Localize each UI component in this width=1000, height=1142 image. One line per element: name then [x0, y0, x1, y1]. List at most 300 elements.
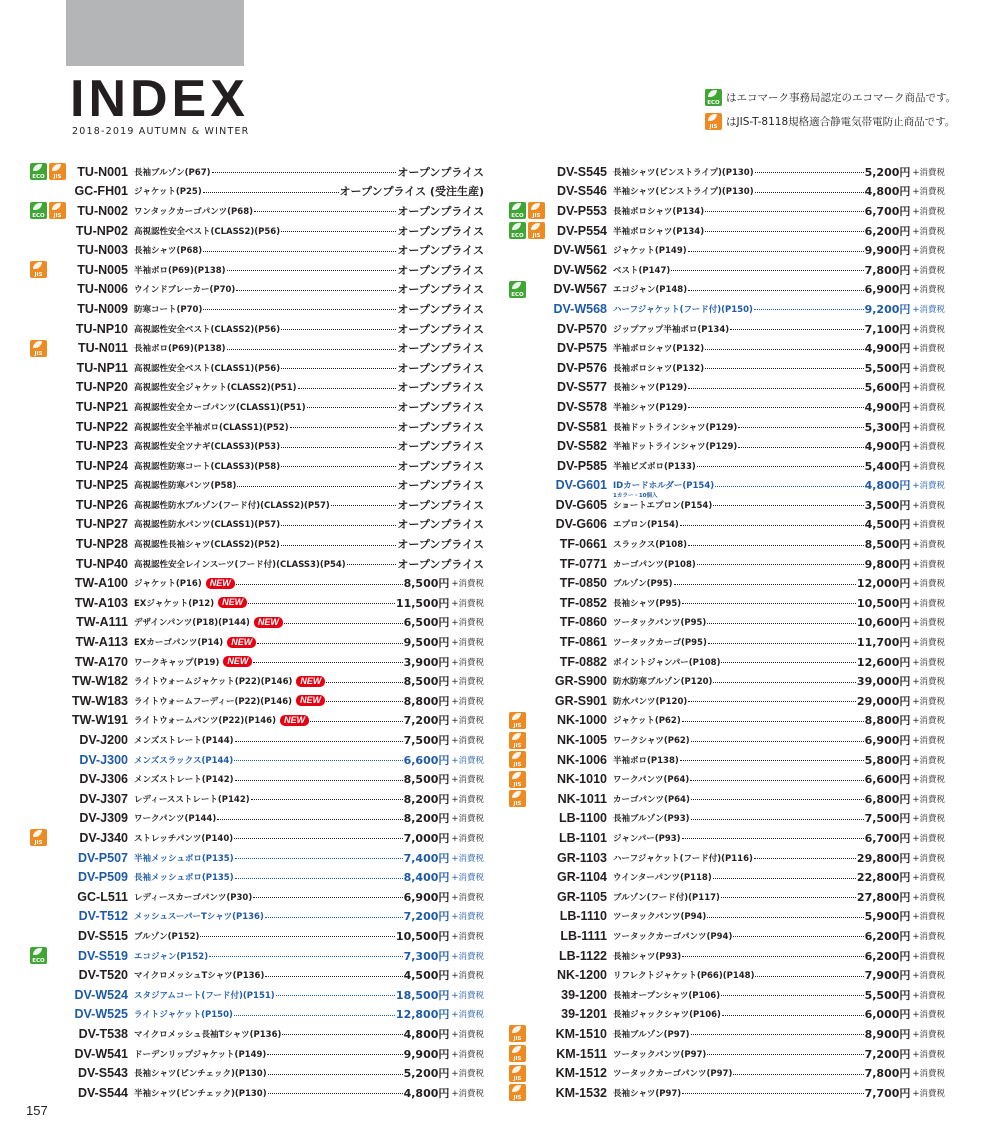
dot-leader [203, 192, 339, 193]
index-row [30, 965, 484, 985]
product-code: DV-J200 [79, 733, 128, 748]
product-price: オープンプライス [397, 224, 484, 238]
dot-leader [257, 643, 402, 644]
index-row [30, 907, 484, 927]
row-icons [509, 732, 531, 749]
index-row [30, 319, 484, 339]
index-row [509, 338, 945, 358]
product-price: オープンプライス [397, 263, 484, 277]
index-row [30, 162, 484, 182]
index-row [509, 711, 945, 731]
product-name: 長袖ブルゾン(P97) [613, 1029, 690, 1040]
product-code: DV-S543 [77, 1066, 128, 1081]
tax-label: +消費税 [912, 1049, 945, 1060]
tax-label: +消費税 [912, 873, 945, 884]
index-row [30, 828, 484, 848]
product-price: 4,500円 [864, 518, 911, 532]
product-code: DV-S545 [556, 164, 607, 179]
tax-label: +消費税 [451, 677, 484, 688]
index-row [509, 515, 945, 535]
product-code: DV-S546 [556, 184, 607, 199]
product-name: EXカーゴパンツ(P14) [134, 638, 224, 649]
tax-label: +消費税 [912, 559, 945, 570]
tax-label: +消費税 [451, 873, 484, 884]
product-code: TU-N005 [77, 262, 128, 277]
product-name: 高視認性防水ブルゾン(フード付)(CLASS2)(P57) [134, 500, 330, 511]
product-name: ツータックパンツ(P97) [613, 1049, 707, 1060]
tax-label: +消費税 [912, 579, 945, 590]
product-name: 半袖ポロ(P69)(P138) [134, 265, 226, 276]
jis-mark-icon: JIS [30, 261, 47, 278]
tax-label: +消費税 [912, 736, 945, 747]
product-code: DV-W562 [553, 262, 607, 277]
index-row [509, 573, 945, 593]
product-name: ツータックパンツ(P94) [613, 912, 707, 923]
product-code: GC-FH01 [74, 184, 128, 199]
eco-mark-icon: ECO [30, 947, 47, 964]
product-name: ブルゾン(フード付)(P117) [613, 892, 720, 903]
index-row [30, 652, 484, 672]
product-price: オープンプライス (受注生産) [339, 185, 484, 199]
product-price: 7,800円 [864, 263, 911, 277]
dot-leader [237, 486, 396, 487]
index-row [509, 1044, 945, 1064]
product-code: TW-A100 [74, 576, 128, 591]
tax-label: +消費税 [912, 794, 945, 805]
index-row [509, 593, 945, 613]
product-code: LB-1110 [559, 909, 607, 924]
product-price: オープンプライス [397, 479, 484, 493]
dot-leader [281, 447, 396, 448]
product-price: 4,800円 [403, 1027, 450, 1041]
product-code: LB-1111 [560, 928, 607, 943]
dot-leader [234, 1015, 395, 1016]
product-code: TF-0861 [559, 635, 607, 650]
product-code: TU-NP11 [76, 360, 128, 375]
product-price: 8,200円 [403, 792, 450, 806]
tax-label: +消費税 [451, 618, 484, 629]
product-name: 長袖シャツ(P97) [613, 1088, 682, 1099]
product-price: 4,800円 [403, 1086, 450, 1100]
tax-label: +消費税 [451, 736, 484, 747]
product-price: 4,500円 [403, 969, 450, 983]
index-row [30, 436, 484, 456]
dot-leader [713, 878, 856, 879]
product-code: DV-J306 [79, 772, 128, 787]
product-name: 長袖シャツ(P93) [613, 951, 682, 962]
product-code: DV-W525 [74, 1007, 128, 1022]
row-icons [30, 947, 68, 964]
product-name: 長袖シャツ(ピンストライプ)(P130) [613, 167, 754, 178]
new-badge: NEW [218, 597, 247, 608]
dot-leader [713, 682, 856, 683]
tax-label: +消費税 [912, 481, 945, 492]
jis-mark-icon: JIS [509, 751, 526, 768]
tax-label: +消費税 [912, 951, 945, 962]
product-price: オープンプライス [397, 459, 484, 473]
product-name: リフレクトジャケット(P66)(P148) [613, 971, 755, 982]
product-code: DV-S582 [556, 439, 607, 454]
product-code: TF-0771 [559, 556, 607, 571]
product-name: 半袖シャツ(ピンチェック)(P130) [134, 1088, 267, 1099]
product-price: 10,600円 [856, 616, 911, 630]
index-row [30, 182, 484, 202]
product-code: TU-NP20 [75, 380, 128, 395]
product-code: DV-S578 [556, 399, 607, 414]
product-code: DV-P570 [556, 321, 607, 336]
tax-label: +消費税 [451, 1069, 484, 1080]
product-price: 5,200円 [403, 1067, 450, 1081]
product-name: 長袖シャツ(P129) [613, 383, 688, 394]
product-price: 5,600円 [864, 381, 911, 395]
product-price: オープンプライス [397, 244, 484, 258]
dot-leader [298, 388, 397, 389]
product-name: 高視認性安全半袖ポロ(CLASS1)(P52) [134, 422, 289, 433]
tax-label: +消費税 [451, 696, 484, 707]
product-price: 8,400円 [403, 871, 450, 885]
product-name: 高視認性安全ベスト(CLASS2)(P56) [134, 324, 281, 335]
tax-label: +消費税 [451, 598, 484, 609]
index-row [509, 907, 945, 927]
product-name: ジャンパー(P93) [613, 833, 681, 844]
product-code: DV-T520 [78, 968, 128, 983]
tax-label: +消費税 [912, 931, 945, 942]
jis-mark-icon: JIS [49, 163, 66, 180]
tax-label: +消費税 [451, 794, 484, 805]
tax-label: +消費税 [451, 1088, 484, 1099]
index-row [509, 436, 945, 456]
index-row [30, 750, 484, 770]
product-code: NK-1200 [556, 968, 607, 983]
index-row [509, 671, 945, 691]
product-name: EXジャケット(P12) [134, 598, 215, 609]
dot-leader [733, 1074, 863, 1075]
tax-label: +消費税 [912, 598, 945, 609]
dot-leader [697, 564, 864, 565]
dot-leader [688, 545, 864, 546]
dot-leader [326, 701, 403, 702]
product-code: KM-1511 [556, 1046, 607, 1061]
index-row [509, 1005, 945, 1025]
product-price: 8,200円 [403, 812, 450, 826]
product-name: カーゴパンツ(P108) [613, 559, 696, 570]
dot-leader [265, 917, 403, 918]
index-row [509, 730, 945, 750]
eco-mark-icon: ECO [705, 89, 722, 106]
dot-leader [284, 623, 403, 624]
product-price: 3,900円 [403, 655, 450, 669]
index-row [30, 240, 484, 260]
product-code: TW-A103 [74, 595, 128, 610]
product-name: メッシュスーパーTシャツ(P136) [134, 912, 264, 923]
row-icons [30, 261, 68, 278]
dot-leader [235, 741, 403, 742]
tax-label: +消費税 [451, 814, 484, 825]
index-row [30, 554, 484, 574]
index-row [509, 965, 945, 985]
row-icons [509, 1084, 531, 1101]
eco-mark-icon: ECO [30, 202, 47, 219]
product-price: オープンプライス [397, 302, 484, 316]
product-code: TU-N011 [77, 341, 128, 356]
index-row [30, 691, 484, 711]
product-name: 防水防寒ブルゾン(P120) [613, 677, 713, 688]
tax-label: +消費税 [912, 520, 945, 531]
product-price: オープンプライス [397, 204, 484, 218]
dot-leader [722, 1015, 864, 1016]
dot-leader [253, 662, 402, 663]
jis-mark-icon: JIS [509, 1045, 526, 1062]
product-code: 39-1201 [561, 1007, 607, 1022]
tax-label: +消費税 [912, 442, 945, 453]
index-row [30, 985, 484, 1005]
product-name: 高視認性安全レインスーツ(フード付)(CLASS3)(P54) [134, 559, 346, 570]
product-name: 長袖ブルゾン(P93) [613, 814, 690, 825]
product-price: 5,900円 [864, 910, 911, 924]
dot-leader [203, 309, 396, 310]
legend-eco [705, 88, 995, 106]
dot-leader [721, 662, 855, 663]
index-row [30, 495, 484, 515]
product-code: GR-1104 [556, 870, 607, 885]
product-name: ライトジャケット(P150) [134, 1010, 233, 1021]
row-icons [509, 790, 531, 807]
product-name: ワークパンツ(P64) [613, 775, 690, 786]
index-row [509, 456, 945, 476]
product-name: ライトウォームフーディー(P22)(P146) [134, 696, 293, 707]
product-price: 12,800円 [395, 1008, 450, 1022]
product-code: TU-N002 [77, 203, 128, 218]
product-price: 8,500円 [403, 577, 450, 591]
product-name: 長袖ポロ(P69)(P138) [134, 344, 226, 355]
index-row [509, 1083, 945, 1103]
product-price: 11,500円 [395, 596, 450, 610]
product-name: メンズストレート(P144) [134, 736, 234, 747]
product-name: マイクロメッシュTシャツ(P136) [134, 971, 265, 982]
product-price: 9,900円 [403, 1047, 450, 1061]
product-price: オープンプライス [397, 361, 484, 375]
index-row [509, 495, 945, 515]
product-name: ツータックカーゴパンツ(P94) [613, 931, 733, 942]
product-name: 高視認性防寒コート(CLASS3)(P58) [134, 461, 281, 472]
dot-leader [690, 780, 863, 781]
product-price: 7,000円 [403, 831, 450, 845]
product-code: DV-P575 [556, 341, 607, 356]
product-name: 長袖ブルゾン(P67) [134, 167, 211, 178]
dot-leader [688, 701, 856, 702]
index-column-left [30, 162, 484, 1103]
product-name: スラックス(P108) [613, 540, 687, 551]
product-price: 6,000円 [864, 1008, 911, 1022]
product-price: 6,200円 [864, 929, 911, 943]
tax-label: +消費税 [912, 853, 945, 864]
product-name: 長袖シャツ(ピンチェック)(P130) [134, 1069, 267, 1080]
product-price: 7,500円 [403, 734, 450, 748]
product-name: 高視認性長袖シャツ(CLASS2)(P52) [134, 540, 280, 551]
dot-leader [738, 447, 863, 448]
product-price: 29,800円 [856, 851, 911, 865]
dot-leader [755, 976, 863, 977]
dot-leader [738, 427, 863, 428]
page-title: INDEX [70, 70, 249, 128]
product-price: 7,200円 [864, 1047, 911, 1061]
product-price: 29,000円 [856, 694, 911, 708]
product-code: DV-W561 [553, 243, 607, 258]
product-name: メンズストレート(P142) [134, 775, 234, 786]
product-code: TU-N006 [77, 282, 128, 297]
product-code: DV-G601 [555, 478, 607, 493]
dot-leader [682, 721, 864, 722]
dot-leader [200, 936, 395, 937]
product-code: DV-J307 [79, 791, 128, 806]
product-code: TF-0860 [559, 615, 607, 630]
product-name: ライトウォームパンツ(P22)(P146) [134, 716, 276, 727]
dot-leader [235, 878, 403, 879]
product-code: NK-1005 [556, 733, 607, 748]
jis-mark-icon: JIS [509, 1065, 526, 1082]
product-code: NK-1006 [556, 752, 607, 767]
product-price: 6,600円 [403, 753, 450, 767]
product-name: 半袖シャツ(ピンストライプ)(P130) [613, 187, 754, 198]
product-code: TU-NP40 [75, 556, 128, 571]
product-price: 5,500円 [864, 361, 911, 375]
product-price: 4,900円 [864, 400, 911, 414]
product-code: LB-1100 [559, 811, 607, 826]
product-price: 39,000円 [856, 675, 911, 689]
product-name: ストレッチパンツ(P140) [134, 833, 234, 844]
product-code: DV-G605 [555, 497, 607, 512]
new-badge: NEW [296, 676, 325, 687]
index-row [30, 887, 484, 907]
jis-mark-icon: JIS [509, 771, 526, 788]
jis-mark-icon: JIS [705, 113, 722, 130]
dot-leader [209, 956, 403, 957]
product-name: ハーフジャケット(フード付)(P116) [613, 853, 753, 864]
index-row [30, 280, 484, 300]
index-row [30, 848, 484, 868]
tax-label: +消費税 [912, 892, 945, 903]
index-row [30, 260, 484, 280]
product-price: 4,800円 [864, 479, 911, 493]
index-row [30, 221, 484, 241]
dot-leader [281, 525, 396, 526]
product-code: DV-W567 [553, 282, 607, 297]
product-price: 12,600円 [856, 655, 911, 669]
tax-label: +消費税 [451, 912, 484, 923]
index-row [509, 299, 945, 319]
product-price: 8,900円 [864, 1027, 911, 1041]
product-name: 高視認性安全カーゴパンツ(CLASS1)(P51) [134, 402, 306, 413]
tax-label: +消費税 [451, 775, 484, 786]
dot-leader [730, 329, 863, 330]
product-name: ジャケット(P149) [613, 246, 687, 257]
product-code: TW-W191 [72, 713, 128, 728]
dot-leader [267, 1054, 402, 1055]
product-name: ツータックカーゴパンツ(P97) [613, 1069, 733, 1080]
product-name: 高視認性安全ツナギ(CLASS3)(P53) [134, 442, 281, 453]
tax-label: +消費税 [912, 402, 945, 413]
index-row [30, 926, 484, 946]
dot-leader [688, 388, 864, 389]
product-name: 半袖ポロシャツ(P132) [613, 344, 705, 355]
new-badge: NEW [223, 656, 252, 667]
product-code: DV-P507 [77, 850, 128, 865]
product-name: 長袖ポロシャツ(P134) [613, 206, 705, 217]
product-name: メンズスラックス(P144) [134, 755, 234, 766]
index-row [509, 397, 945, 417]
tax-label: +消費税 [912, 657, 945, 668]
tax-label: +消費税 [912, 344, 945, 355]
product-name: レディースカーゴパンツ(P30) [134, 892, 253, 903]
product-name: 長袖ドットラインシャツ(P129) [613, 422, 738, 433]
tax-label: +消費税 [912, 500, 945, 511]
dot-leader [227, 349, 397, 350]
tax-label: +消費税 [912, 540, 945, 551]
tax-label: +消費税 [912, 1069, 945, 1080]
product-code: GR-1103 [556, 850, 607, 865]
index-row [509, 378, 945, 398]
dot-leader [755, 172, 864, 173]
product-code: TU-N003 [77, 243, 128, 258]
row-icons [509, 771, 531, 788]
tax-label: +消費税 [912, 814, 945, 825]
product-price: 27,800円 [856, 890, 911, 904]
index-row [509, 632, 945, 652]
product-price: 9,800円 [864, 557, 911, 571]
product-price: 11,700円 [856, 636, 911, 650]
product-note: 1カラー・10個入 [613, 492, 658, 499]
product-name: 長袖ポロシャツ(P132) [613, 363, 705, 374]
tax-label: +消費税 [912, 677, 945, 688]
dot-leader [674, 584, 856, 585]
product-name: カーゴパンツ(P64) [613, 794, 690, 805]
product-price: 5,200円 [864, 165, 911, 179]
dot-leader [680, 760, 864, 761]
product-code: TU-NP22 [75, 419, 128, 434]
dot-leader [268, 1074, 403, 1075]
tax-label: +消費税 [451, 1029, 484, 1040]
product-name: 防寒コート(P70) [134, 304, 203, 315]
eco-mark-icon: ECO [30, 163, 47, 180]
tax-label: +消費税 [912, 246, 945, 257]
index-row [509, 769, 945, 789]
dot-leader [671, 270, 863, 271]
product-price: 22,800円 [856, 871, 911, 885]
row-icons [509, 1045, 531, 1062]
index-row [509, 848, 945, 868]
product-price: 8,500円 [403, 675, 450, 689]
tax-label: +消費税 [912, 422, 945, 433]
index-row [509, 750, 945, 770]
index-row [509, 985, 945, 1005]
tax-label: +消費税 [912, 912, 945, 923]
product-name: 長袖メッシュポロ(P135) [134, 873, 234, 884]
index-row [30, 358, 484, 378]
dot-leader [682, 1093, 863, 1094]
index-row [30, 417, 484, 437]
product-price: 5,800円 [864, 753, 911, 767]
dot-leader [290, 427, 397, 428]
index-row [509, 789, 945, 809]
index-column-right [509, 162, 945, 1103]
dot-leader [688, 407, 864, 408]
product-code: TU-NP21 [75, 399, 128, 414]
index-row [509, 554, 945, 574]
index-row [30, 534, 484, 554]
product-price: 6,200円 [864, 224, 911, 238]
dot-leader [755, 192, 864, 193]
row-icons [509, 751, 531, 768]
